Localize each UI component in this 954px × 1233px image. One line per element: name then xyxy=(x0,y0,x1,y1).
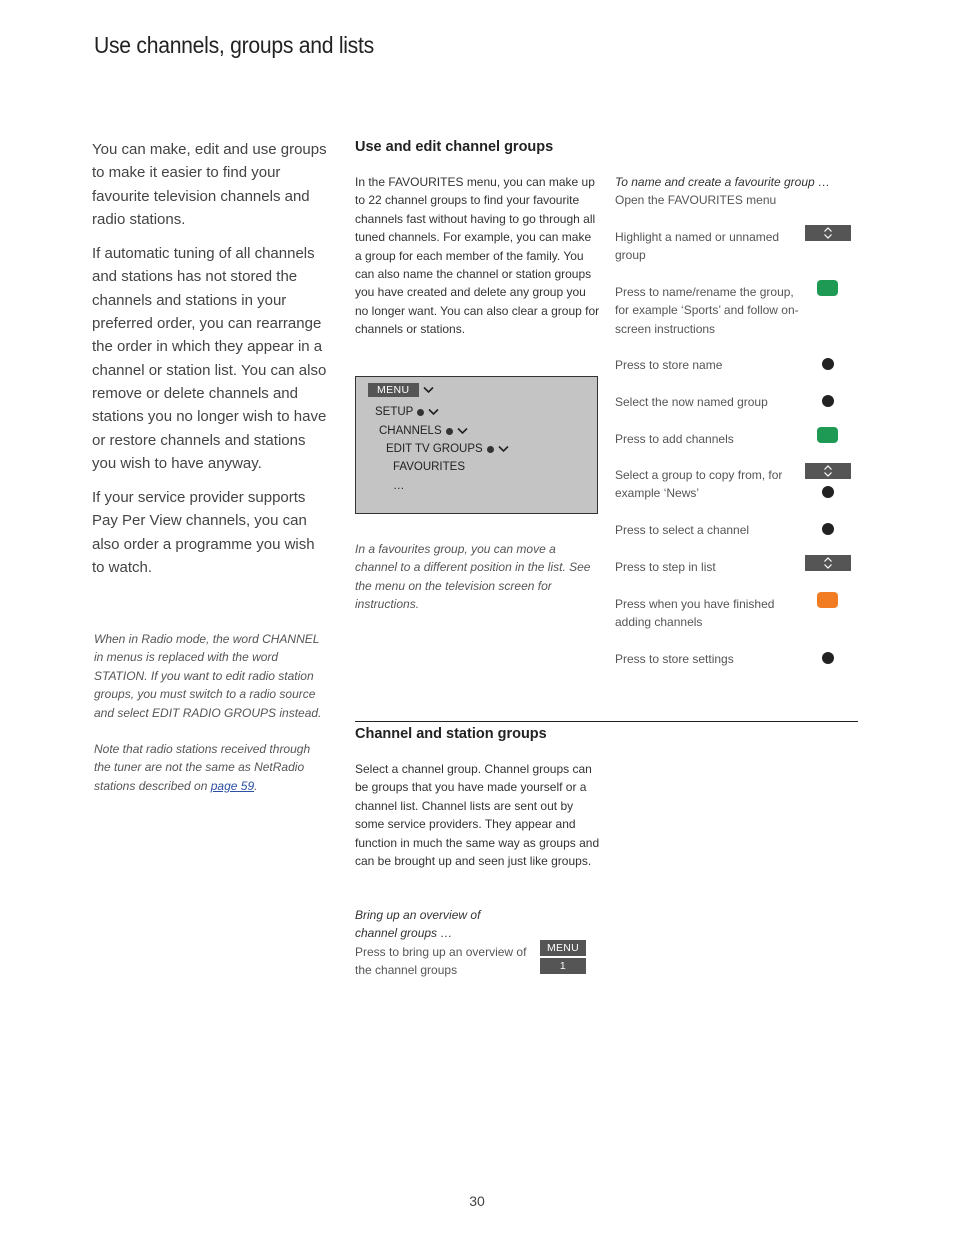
menu-tree-row-menu xyxy=(368,383,434,397)
menu-tree-panel xyxy=(355,376,598,514)
center-button xyxy=(822,395,834,407)
section-body-channel-groups: In the FAVOURITES menu, you can make up to 22 channel groups to find your favourite channels fast without having to go through all tuned channels. For example, you can make a group for each member of the family. You can also name the channel or station groups you have created and delete any group you no longer want. You can also clear a group for channels or stations. xyxy=(355,175,600,337)
menu-tree-row-channels xyxy=(379,425,468,437)
chevron-down-icon xyxy=(423,386,434,394)
step-8-text: Press to step in list xyxy=(615,560,716,574)
intro-paragraph-2: If automatic tuning of all channels and stations has not stored the channels and stations in your preferred order, you can rearrange the order in which they appear in a channel or station list. You can also remove or delete channels and stations you no longer wish to have or restore channels and stations you wish to have anyway. xyxy=(92,245,327,472)
move-channel-note: In a favourites group, you can move a channel to a different position in the list. See the menu on the television screen for instructions. xyxy=(355,542,591,612)
page-number: 30 xyxy=(469,1193,485,1209)
number-1-key: 1 xyxy=(540,958,586,974)
orange-button xyxy=(817,592,838,608)
center-button xyxy=(822,358,834,370)
center-button xyxy=(822,652,834,664)
intro-text xyxy=(92,138,327,590)
center-button xyxy=(822,486,834,498)
menu-tree-edit-tv-groups: EDIT TV GROUPS xyxy=(386,443,483,455)
steps-intro-title: To name and create a favourite group … xyxy=(615,175,831,189)
netradio-note-end: . xyxy=(254,778,258,793)
step-4-text: Select the now named group xyxy=(615,395,768,409)
up-down-arrow-icon xyxy=(823,227,833,239)
step-2-text: Press to name/rename the group, for example ‘Sports’ and follow on-screen instructions xyxy=(615,285,799,336)
step-3-text: Press to store name xyxy=(615,358,723,372)
step-10-text: Press to store settings xyxy=(615,652,734,666)
radio-mode-note: When in Radio mode, the word CHANNEL in menus is replaced with the word STATION. If you want to edit radio station groups, you must switch to a radio source and select EDIT RADIO GROUPS instead. xyxy=(94,632,322,720)
step-9-text: Press when you have finished adding channels xyxy=(615,597,775,630)
center-button xyxy=(822,523,834,535)
step-7-text: Press to select a channel xyxy=(615,523,750,537)
menu-tree-setup: SETUP xyxy=(375,406,414,418)
center-button-icon xyxy=(487,446,494,453)
menu-tree-row-setup xyxy=(375,406,439,418)
menu-tree-ellipsis: … xyxy=(393,480,405,492)
chevron-down-icon xyxy=(498,445,509,453)
intro-paragraph-1: You can make, edit and use groups to make it easier to find your favourite television channels and radio stations. xyxy=(92,141,327,228)
overview-title: Bring up an overview of channel groups … xyxy=(355,908,481,941)
step-5-text: Press to add channels xyxy=(615,432,734,446)
section-heading-channel-groups: Use and edit channel groups xyxy=(355,139,554,155)
overview-text: Press to bring up an overview of the channel groups xyxy=(355,945,527,978)
chevron-down-icon xyxy=(428,408,439,416)
updown-button xyxy=(805,225,851,241)
netradio-note-text: Note that radio stations received through the tuner are not the same as NetRadio stations described on xyxy=(94,742,311,793)
page-title: Use channels, groups and lists xyxy=(94,32,374,58)
section-body-channel-station-groups: Select a channel group. Channel groups can be groups that you have made yourself or a channel list. Channel lists are sent out by some service providers. They appear and function in much the same way as groups and can be brought up and seen just like groups. xyxy=(355,762,600,869)
step-1-text: Highlight a named or unnamed group xyxy=(615,230,780,263)
updown-button xyxy=(805,555,851,571)
center-button-icon xyxy=(446,428,453,435)
menu-key: MENU xyxy=(540,940,586,956)
menu-tree-menu-label: MENU xyxy=(368,383,419,397)
steps-intro-text: Open the FAVOURITES menu xyxy=(615,193,777,207)
green-button xyxy=(817,427,838,443)
menu-tree-row-ellipsis xyxy=(393,480,405,492)
updown-button xyxy=(805,463,851,479)
section-divider xyxy=(355,721,858,722)
step-6-text: Select a group to copy from, for example ‘News’ xyxy=(615,468,783,501)
menu-tree-row-favourites xyxy=(393,461,465,473)
up-down-arrow-icon xyxy=(823,557,833,569)
menu-tree-channels: CHANNELS xyxy=(379,425,442,437)
green-button xyxy=(817,280,838,296)
section-heading-channel-station-groups: Channel and station groups xyxy=(355,726,547,742)
chevron-down-icon xyxy=(457,427,468,435)
intro-paragraph-3: If your service provider supports Pay Per View channels, you can also order a programme you wish to watch. xyxy=(92,489,315,577)
up-down-arrow-icon xyxy=(823,465,833,477)
netradio-note xyxy=(94,740,324,795)
center-button-icon xyxy=(417,409,424,416)
page-59-link[interactable]: page 59 xyxy=(210,778,255,793)
menu-tree-row-edit-tv-groups xyxy=(386,443,509,455)
menu-tree-favourites: FAVOURITES xyxy=(393,461,465,473)
